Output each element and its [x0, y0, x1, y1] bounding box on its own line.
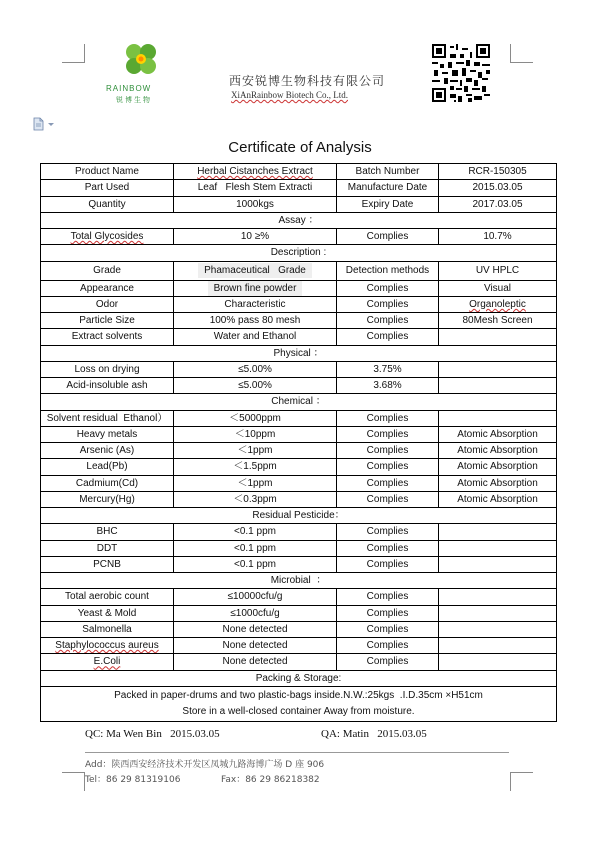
table-row [41, 361, 557, 377]
total-aerobic-spec: ≤10000cfu/g [174, 589, 337, 605]
staphylococcus-method [439, 638, 557, 654]
cadmium-method: Atomic Absorption [439, 475, 557, 491]
pcnb-label: PCNB [41, 556, 174, 572]
microbial-section-header: Microbial ： [41, 573, 557, 589]
section-row [41, 212, 557, 228]
ecoli-method [439, 654, 557, 670]
solvent-residual-label: Solvent residual Ethanol） [41, 410, 174, 426]
company-name-cn: 西安锐博生物科技有限公司 [229, 74, 386, 88]
appearance-method: Visual [439, 280, 557, 296]
extract-solvents-result: Complies [337, 329, 439, 345]
storage-line: Store in a well-closed container Away from moisture. [182, 705, 415, 717]
crop-mark-top-right [510, 44, 533, 63]
table-row [41, 261, 557, 280]
heavy-metals-method: Atomic Absorption [439, 426, 557, 442]
table-row [41, 621, 557, 637]
footer-address: Add：陕西西安经济技术开发区凤城九路海博广场 D 座 906 [85, 760, 325, 770]
ecoli-spec: None detected [174, 654, 337, 670]
heavy-metals-label: Heavy metals [41, 426, 174, 442]
odor-method: Organoleptic [439, 296, 557, 312]
acid-insoluble-ash-result: 3.68% [337, 378, 439, 394]
coa-table [40, 163, 557, 722]
qa-signature: QA: Matin 2015.03.05 [321, 728, 427, 740]
description-section-header: Description : [41, 245, 557, 261]
ddt-method [439, 540, 557, 556]
extract-solvents-label: Extract solvents [41, 329, 174, 345]
salmonella-method [439, 621, 557, 637]
packing-row [41, 686, 557, 721]
loss-on-drying-method [439, 361, 557, 377]
packing-line: Packed in paper-drums and two plastic-bags inside.N.W.:25kgs .I.D.35cm ×H51cm [114, 689, 483, 701]
table-row [41, 443, 557, 459]
crop-mark-bottom-right [510, 772, 533, 791]
arsenic-label: Arsenic (As) [41, 443, 174, 459]
pesticide-section-header: Residual Pesticide： [41, 508, 557, 524]
bhc-spec: <0.1 ppm [174, 524, 337, 540]
detection-methods-value: UV HPLC [439, 261, 557, 280]
table-row [41, 589, 557, 605]
grade-label: Grade [41, 261, 174, 280]
ecoli-label: E.Coli [41, 654, 174, 670]
table-row [41, 180, 557, 196]
chemical-section-header: Chemical ： [41, 394, 557, 410]
section-row [41, 670, 557, 686]
table-row [41, 296, 557, 312]
total-glycosides-label: Total Glycosides [41, 229, 174, 245]
bhc-method [439, 524, 557, 540]
packing-section-header: Packing & Storage: [41, 670, 557, 686]
arsenic-result: Complies [337, 443, 439, 459]
table-row [41, 378, 557, 394]
detection-methods-label: Detection methods [337, 261, 439, 280]
part-used-value: Leaf Flesh Stem Extracti [174, 180, 337, 196]
bhc-label: BHC [41, 524, 174, 540]
table-row [41, 459, 557, 475]
total-glycosides-method: Complies [337, 229, 439, 245]
salmonella-spec: None detected [174, 621, 337, 637]
lead-spec: ＜1.5ppm [174, 459, 337, 475]
quantity-label: Quantity [41, 196, 174, 212]
expiry-date-label: Expiry Date [337, 196, 439, 212]
particle-size-spec: 100% pass 80 mesh [174, 313, 337, 329]
solvent-residual-spec: ＜5000ppm [174, 410, 337, 426]
document-icon[interactable] [32, 117, 58, 131]
acid-insoluble-ash-label: Acid-insoluble ash [41, 378, 174, 394]
batch-number-label: Batch Number [337, 164, 439, 180]
solvent-residual-result: Complies [337, 410, 439, 426]
grade-value: Phamaceutical Grade [174, 261, 337, 280]
product-name-value: Herbal Cistanches Extract [174, 164, 337, 180]
yeast-mold-method [439, 605, 557, 621]
table-row [41, 426, 557, 442]
extract-solvents-spec: Water and Ethanol [174, 329, 337, 345]
mercury-result: Complies [337, 491, 439, 507]
odor-spec: Characteristic [174, 296, 337, 312]
qr-code-icon [432, 44, 490, 102]
company-name-en: XiAnRainbow Biotech Co., Ltd. [231, 90, 348, 100]
table-row [41, 196, 557, 212]
section-row [41, 508, 557, 524]
mercury-label: Mercury(Hg) [41, 491, 174, 507]
table-row [41, 164, 557, 180]
table-row [41, 654, 557, 670]
ddt-result: Complies [337, 540, 439, 556]
acid-insoluble-ash-method [439, 378, 557, 394]
arsenic-spec: ＜1ppm [174, 443, 337, 459]
total-aerobic-result: Complies [337, 589, 439, 605]
manufacture-date-label: Manufacture Date [337, 180, 439, 196]
logo-brand-cn: 锐博生物 [116, 97, 152, 104]
table-row [41, 280, 557, 296]
table-row [41, 410, 557, 426]
quantity-value: 1000kgs [174, 196, 337, 212]
clover-logo-icon [104, 40, 178, 84]
yeast-mold-spec: ≤1000cfu/g [174, 605, 337, 621]
ecoli-result: Complies [337, 654, 439, 670]
logo-brand: RAINBOW [106, 84, 152, 93]
particle-size-method: 80Mesh Screen [439, 313, 557, 329]
staphylococcus-result: Complies [337, 638, 439, 654]
pcnb-spec: <0.1 ppm [174, 556, 337, 572]
acid-insoluble-ash-spec: ≤5.00% [174, 378, 337, 394]
loss-on-drying-label: Loss on drying [41, 361, 174, 377]
cadmium-spec: ＜1ppm [174, 475, 337, 491]
particle-size-label: Particle Size [41, 313, 174, 329]
lead-result: Complies [337, 459, 439, 475]
pcnb-result: Complies [337, 556, 439, 572]
part-used-label: Part Used [41, 180, 174, 196]
lead-label: Lead(Pb) [41, 459, 174, 475]
page-title: Certificate of Analysis [228, 139, 372, 156]
total-glycosides-spec: 10 ≥% [174, 229, 337, 245]
loss-on-drying-result: 3.75% [337, 361, 439, 377]
section-row [41, 345, 557, 361]
arsenic-method: Atomic Absorption [439, 443, 557, 459]
manufacture-date-value: 2015.03.05 [439, 180, 557, 196]
pcnb-method [439, 556, 557, 572]
mercury-method: Atomic Absorption [439, 491, 557, 507]
table-row [41, 229, 557, 245]
crop-mark-bottom-left [62, 772, 85, 791]
odor-label: Odor [41, 296, 174, 312]
cadmium-result: Complies [337, 475, 439, 491]
section-row [41, 573, 557, 589]
footer-divider [85, 752, 509, 753]
appearance-label: Appearance [41, 280, 174, 296]
table-row [41, 524, 557, 540]
section-row [41, 245, 557, 261]
physical-section-header: Physical ： [41, 345, 557, 361]
table-row [41, 605, 557, 621]
staphylococcus-label: Staphylococcus aureus [41, 638, 174, 654]
table-row [41, 313, 557, 329]
appearance-spec: Brown fine powder [174, 280, 337, 296]
product-name-label: Product Name [41, 164, 174, 180]
table-row [41, 329, 557, 345]
mercury-spec: ＜0.3ppm [174, 491, 337, 507]
total-aerobic-label: Total aerobic count [41, 589, 174, 605]
solvent-residual-method [439, 410, 557, 426]
heavy-metals-result: Complies [337, 426, 439, 442]
crop-mark-top-left [62, 44, 85, 63]
table-row [41, 475, 557, 491]
section-row [41, 394, 557, 410]
footer-fax: Fax：86 29 86218382 [221, 775, 320, 785]
appearance-result: Complies [337, 280, 439, 296]
total-glycosides-result: 10.7% [439, 229, 557, 245]
extract-solvents-method [439, 329, 557, 345]
table-row [41, 638, 557, 654]
packing-storage-text [41, 686, 557, 721]
qc-signature: QC: Ma Wen Bin 2015.03.05 [85, 728, 220, 740]
assay-section-header: Assay ： [41, 212, 557, 228]
salmonella-result: Complies [337, 621, 439, 637]
cadmium-label: Cadmium(Cd) [41, 475, 174, 491]
table-row [41, 556, 557, 572]
particle-size-result: Complies [337, 313, 439, 329]
loss-on-drying-spec: ≤5.00% [174, 361, 337, 377]
table-row [41, 540, 557, 556]
ddt-spec: <0.1 ppm [174, 540, 337, 556]
batch-number-value: RCR-150305 [439, 164, 557, 180]
lead-method: Atomic Absorption [439, 459, 557, 475]
heavy-metals-spec: ＜10ppm [174, 426, 337, 442]
footer-tel: Tel：86 29 81319106 [85, 775, 181, 785]
salmonella-label: Salmonella [41, 621, 174, 637]
bhc-result: Complies [337, 524, 439, 540]
staphylococcus-spec: None detected [174, 638, 337, 654]
ddt-label: DDT [41, 540, 174, 556]
yeast-mold-label: Yeast & Mold [41, 605, 174, 621]
yeast-mold-result: Complies [337, 605, 439, 621]
table-row [41, 491, 557, 507]
company-logo [104, 40, 178, 104]
odor-result: Complies [337, 296, 439, 312]
expiry-date-value: 2017.03.05 [439, 196, 557, 212]
total-aerobic-method [439, 589, 557, 605]
